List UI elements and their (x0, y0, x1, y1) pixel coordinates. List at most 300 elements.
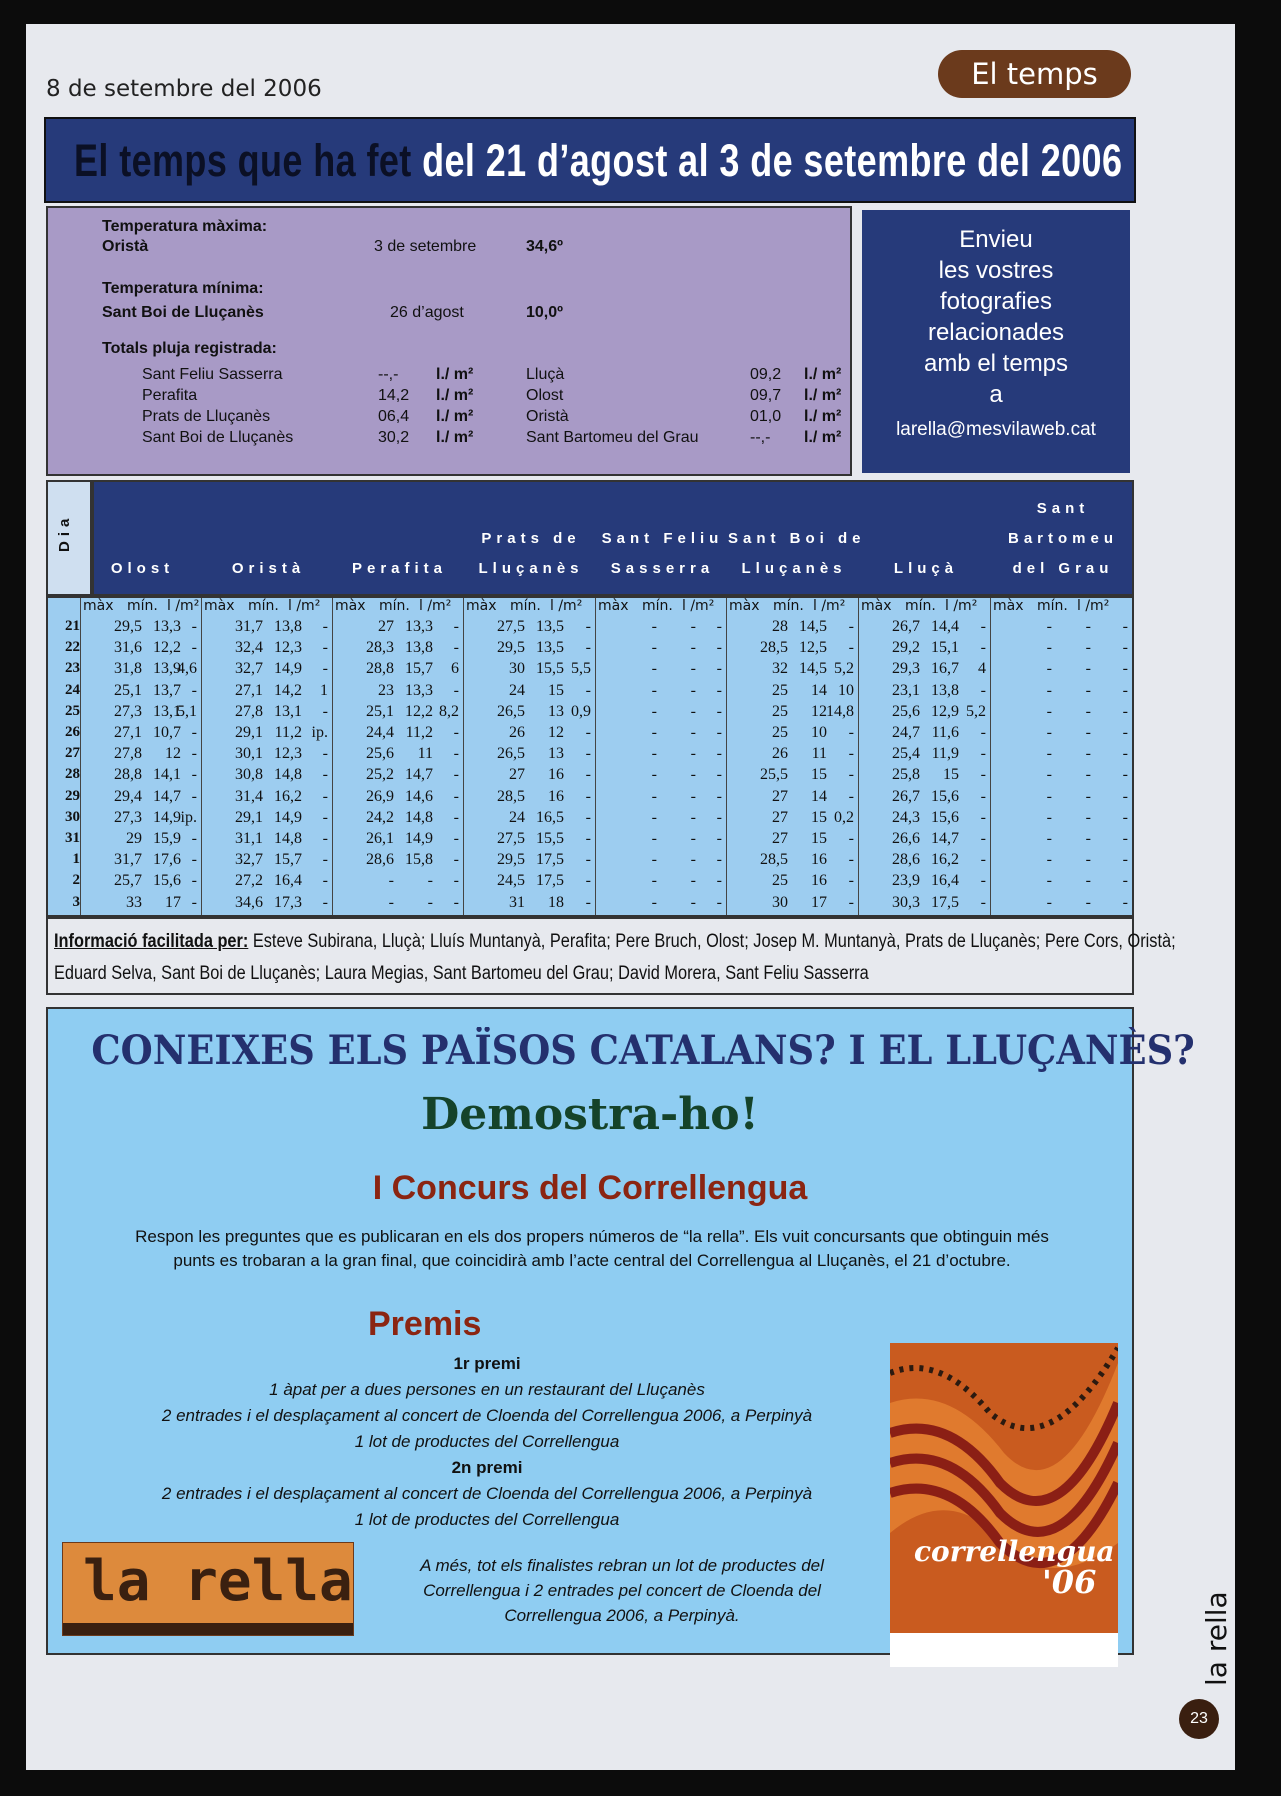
max-temp-cell: 24,2 (366, 808, 394, 826)
max-temp-cell: 28,5 (760, 851, 788, 869)
min-temp-cell: 16,2 (931, 851, 959, 869)
min-temp-cell: 15,8 (405, 851, 433, 869)
min-temp-cell: 14,5 (799, 660, 827, 678)
rain-place: Perafita (142, 387, 198, 404)
min-temp-cell: 13 (548, 745, 564, 763)
rain-cell: - (980, 724, 986, 741)
max-temp-cell: 27 (772, 808, 788, 826)
min-temp-cell: - (1085, 639, 1091, 657)
max-temp-cell: 23 (378, 681, 394, 699)
min-temp-date: 26 d’agost (390, 304, 464, 321)
max-temp-cell: 24 (509, 681, 525, 699)
rain-cell: - (322, 745, 328, 763)
station-name-line: Perafita (351, 560, 448, 577)
min-temp-cell: - (1085, 787, 1091, 805)
min-temp-cell: 12 (548, 724, 564, 741)
column-subheader: l /m² (945, 598, 978, 614)
rain-cell: - (980, 893, 986, 911)
column-subheader: l /m² (813, 598, 846, 614)
min-temp-cell: - (1085, 702, 1091, 720)
max-temp-cell: 26,7 (892, 787, 920, 805)
rain-cell: - (848, 724, 854, 741)
station-name-line: Sant Boi de (728, 530, 866, 547)
min-temp-cell: - (690, 681, 696, 699)
column-divider (595, 598, 596, 915)
first-prize-heading: 1r premi (453, 1354, 521, 1373)
max-temp-cell: 25 (772, 724, 788, 741)
poster-artwork (890, 1343, 1118, 1667)
column-subheader: mín. (248, 598, 279, 614)
banner-title (74, 135, 1122, 187)
station-name-line (203, 524, 334, 554)
min-temp-cell: 12,2 (405, 702, 433, 720)
rain-cell: - (322, 808, 328, 826)
column-subheader: màx (466, 598, 497, 614)
column-divider (990, 598, 991, 915)
rain-cell: - (585, 787, 591, 805)
max-temp-cell: 26,1 (366, 830, 394, 847)
rain-cell: - (191, 681, 197, 699)
max-temp-cell: 31,7 (114, 851, 142, 869)
rain-cell: ip. (311, 724, 328, 741)
rain-unit: l./ m² (804, 408, 842, 425)
day-number: 22 (65, 639, 80, 656)
column-subheader: mín. (773, 598, 804, 614)
max-temp-cell: 28,5 (760, 639, 788, 657)
max-temp-cell: 24,3 (892, 808, 920, 826)
max-temp-cell: 27 (509, 766, 525, 784)
max-temp-label: Temperatura màxima: (102, 218, 268, 235)
min-temp-cell: 13,8 (405, 639, 433, 657)
min-temp-cell: 11,9 (931, 745, 959, 763)
min-temp-cell: 15,5 (536, 830, 564, 847)
min-temp-cell: 11,2 (405, 724, 433, 741)
rain-cell: - (716, 808, 722, 826)
rain-cell: - (453, 639, 459, 657)
day-number: 31 (65, 830, 80, 846)
rain-unit: l./ m² (436, 408, 474, 425)
rain-cell: - (980, 851, 986, 869)
min-temp-cell: 14,1 (153, 766, 181, 784)
weather-table (46, 596, 1134, 917)
column-subheader: mín. (1037, 598, 1068, 614)
max-temp-cell: 30 (772, 893, 788, 911)
min-temp-cell: - (1085, 660, 1091, 678)
max-temp-cell: 32 (772, 660, 788, 678)
min-temp-cell: 17,5 (536, 851, 564, 869)
rain-cell: - (1122, 787, 1128, 805)
rain-cell: - (453, 618, 459, 635)
rain-cell: - (191, 745, 197, 763)
column-subheader: màx (861, 598, 892, 614)
credits-text-1: Esteve Subirana, Lluçà; Lluís Muntanyà, Perafita; Pere Bruch, Olost; Josep M. Muntanyà, Prats de Lluçanès; Pere Cors, Oristà; (252, 931, 1176, 952)
max-temp-cell: 32,4 (235, 639, 263, 657)
contest-panel (46, 1007, 1195, 1655)
max-temp-cell: 24,5 (497, 872, 525, 890)
rain-cell: - (191, 851, 197, 869)
rain-place: Sant Feliu Sasserra (142, 366, 283, 383)
max-temp-cell: - (651, 851, 657, 869)
column-divider (332, 598, 333, 915)
max-temp-cell: 26,6 (892, 830, 920, 847)
rain-cell: - (1122, 702, 1128, 720)
max-temp-cell: - (651, 639, 657, 657)
credits-line-1 (54, 931, 1176, 953)
min-temp-cell: 15,5 (536, 660, 564, 678)
poster-sponsor-bar (890, 1633, 1118, 1667)
max-temp-cell: 29,1 (235, 808, 263, 826)
rain-cell: - (585, 618, 591, 635)
min-temp-cell: - (1085, 681, 1091, 699)
rain-cell: 4,6 (177, 660, 197, 678)
min-temp-cell: - (690, 724, 696, 741)
min-temp-cell: 15,6 (153, 872, 181, 890)
rain-cell: - (848, 618, 854, 635)
max-temp-cell: 24 (509, 808, 525, 826)
day-number: 3 (72, 893, 80, 910)
max-temp-cell: 25,6 (892, 702, 920, 720)
rain-cell: 0,9 (571, 702, 591, 720)
min-temp-cell: - (690, 745, 696, 763)
max-temp-cell: 24,4 (366, 724, 394, 741)
rain-cell: - (322, 766, 328, 784)
min-temp-cell: 13 (548, 702, 564, 720)
station-name-line (334, 494, 465, 524)
column-divider (463, 598, 464, 915)
max-temp-cell: 25 (772, 702, 788, 720)
rain-cell: - (322, 787, 328, 805)
rain-cell: 1 (320, 681, 328, 699)
rain-cell: - (191, 639, 197, 657)
contact-email[interactable]: larella@mesvilaweb.cat (896, 419, 1096, 440)
min-temp-cell: 14,5 (799, 618, 827, 635)
rain-cell: - (453, 766, 459, 784)
rain-cell: 10 (838, 681, 854, 699)
rain-cell: - (191, 893, 197, 911)
station-name-line: Sant (1036, 500, 1090, 517)
min-temp-cell: 16,4 (931, 872, 959, 890)
station-name (334, 494, 465, 584)
rain-cell: - (716, 893, 722, 911)
max-temp-cell: - (1046, 660, 1052, 678)
min-temp-cell: - (1085, 830, 1091, 847)
column-subheader: l /m² (288, 598, 321, 614)
rain-unit: l./ m² (436, 366, 474, 383)
max-temp-cell: 29,1 (235, 724, 263, 741)
rain-cell: - (453, 724, 459, 741)
rain-cell: 0,2 (834, 808, 854, 826)
credits-label: Informació facilitada per: (54, 931, 249, 952)
min-temp-cell: - (1085, 893, 1091, 911)
min-temp-cell: - (690, 830, 696, 847)
send-line: fotografies (939, 288, 1053, 315)
rain-value: 14,2 (378, 387, 410, 404)
min-temp-cell: 10 (811, 724, 827, 741)
rain-cell: - (716, 724, 722, 741)
max-temp-cell: - (1046, 702, 1052, 720)
station-name-line: Prats de (481, 530, 581, 547)
max-temp-value: 34,6º (526, 238, 563, 255)
max-temp-cell: 28 (772, 618, 788, 635)
min-temp-cell: 13,9 (153, 660, 181, 678)
min-temp-cell: 10,7 (153, 724, 181, 741)
min-temp-cell: 15 (548, 681, 564, 699)
min-temp-cell: 13,8 (274, 618, 302, 635)
rain-cell: - (716, 681, 722, 699)
min-temp-cell: 14,9 (405, 830, 433, 847)
issue-date: 8 de setembre del 2006 (46, 76, 322, 102)
prize-item: 1 lot de productes del Correllengua (354, 1510, 620, 1529)
min-temp-cell: - (1085, 724, 1091, 741)
column-subheader: màx (83, 598, 114, 614)
day-number: 30 (65, 808, 80, 825)
max-temp-cell: 27 (378, 618, 394, 635)
min-temp-cell: 14,8 (405, 808, 433, 826)
day-number: 1 (72, 851, 80, 868)
rain-value: --,- (378, 366, 399, 383)
rain-cell: - (1122, 618, 1128, 635)
rain-cell: - (322, 618, 328, 635)
min-temp-cell: 14,6 (405, 787, 433, 805)
prizes-list (48, 1351, 926, 1533)
rain-place: Olost (526, 387, 564, 404)
rain-cell: - (585, 872, 591, 890)
day-number: 24 (65, 681, 80, 698)
correllengua-poster (890, 1343, 1118, 1667)
second-prize-heading: 2n premi (451, 1458, 523, 1477)
rain-cell: - (453, 787, 459, 805)
min-temp-cell: 16,2 (274, 787, 302, 805)
max-temp-cell: - (388, 893, 394, 911)
station-name-line (334, 524, 465, 554)
column-subheader: l /m² (550, 598, 583, 614)
logo-strip (63, 1623, 353, 1635)
poster-year: '06 (1042, 1563, 1097, 1601)
min-temp-cell: 16 (811, 851, 827, 869)
max-temp-cell: 25,1 (366, 702, 394, 720)
max-temp-cell: 33 (126, 893, 142, 911)
max-temp-cell: 32,7 (235, 660, 263, 678)
rain-cell: - (980, 872, 986, 890)
rain-cell: - (980, 830, 986, 847)
column-subheader: màx (335, 598, 366, 614)
rain-cell: - (585, 745, 591, 763)
send-line: les vostres (938, 257, 1054, 284)
day-number: 2 (72, 872, 80, 889)
credits-box (46, 917, 1176, 995)
prize-item: 2 entrades i el desplaçament al concert de Cloenda del Correllengua 2006, a Perpinyà (161, 1406, 813, 1425)
min-temp-cell: 14,7 (153, 787, 181, 805)
max-temp-cell: - (651, 724, 657, 741)
min-temp-cell: 13,5 (536, 618, 564, 635)
rain-cell: - (980, 787, 986, 805)
min-temp-cell: 15,1 (931, 639, 959, 657)
rain-cell: - (848, 851, 854, 869)
min-temp-cell: 12,3 (274, 639, 302, 657)
rain-cell: - (716, 787, 722, 805)
rain-cell: - (1122, 851, 1128, 869)
day-number: 26 (65, 724, 80, 740)
day-number: 21 (65, 618, 80, 634)
rain-cell: - (453, 851, 459, 869)
rain-cell: - (980, 766, 986, 784)
rain-cell: - (585, 724, 591, 741)
credits-text-2: Eduard Selva, Sant Boi de Lluçanès; Laura Megias, Sant Bartomeu del Grau; David Morera, Sant Feliu Sasserra (54, 963, 869, 984)
rain-cell: - (453, 745, 459, 763)
rain-cell: - (322, 830, 328, 847)
max-temp-cell: 27,1 (235, 681, 263, 699)
column-divider (80, 598, 81, 915)
min-temp-cell: - (690, 660, 696, 678)
finalists-note-line: A més, tot els finalistes rebran un lot de productes del (420, 1556, 824, 1575)
max-temp-cell: 29,5 (497, 639, 525, 657)
rain-cell: - (322, 872, 328, 890)
rain-cell: - (716, 660, 722, 678)
max-temp-cell: 31,1 (235, 830, 263, 847)
rain-cell: - (848, 745, 854, 763)
max-temp-cell: - (651, 702, 657, 720)
min-temp-place: Sant Boi de Lluçanès (102, 304, 264, 321)
station-name (82, 494, 203, 584)
min-temp-cell: 12,5 (799, 639, 827, 657)
max-temp-cell: 27,2 (235, 872, 263, 890)
max-temp-cell: - (1046, 681, 1052, 699)
rain-cell: 6 (451, 660, 459, 678)
max-temp-cell: 29,2 (892, 639, 920, 657)
min-temp-cell: 12,9 (931, 702, 959, 720)
min-temp-cell: - (690, 787, 696, 805)
day-number: 28 (65, 766, 80, 783)
max-temp-cell: - (1046, 639, 1052, 657)
send-line: amb el temps (923, 350, 1069, 377)
rain-cell: - (848, 766, 854, 784)
rain-cell: - (1122, 830, 1128, 847)
max-temp-cell: 27 (772, 830, 788, 847)
rain-cell: - (585, 681, 591, 699)
rain-cell: - (453, 830, 459, 847)
column-subheader: l /m² (682, 598, 715, 614)
rain-cell: - (716, 851, 722, 869)
rain-cell: - (980, 745, 986, 763)
station-name (597, 494, 728, 584)
rain-label: Totals pluja registrada: (102, 340, 277, 357)
min-temp-cell: - (690, 639, 696, 657)
rain-cell: - (716, 702, 722, 720)
max-temp-cell: 23,9 (892, 872, 920, 890)
finalists-note-line: Correllengua i 2 entrades pel concert de Cloenda del (423, 1581, 821, 1600)
min-temp-cell: 14,8 (274, 830, 302, 847)
max-temp-cell: - (388, 872, 394, 890)
min-temp-cell: 13,3 (153, 618, 181, 635)
min-temp-cell: 11,6 (931, 724, 959, 741)
max-temp-cell: 29 (126, 830, 142, 847)
send-line: a (989, 381, 1003, 408)
min-temp-cell: 16,4 (274, 872, 302, 890)
min-temp-cell: 14,7 (931, 830, 959, 847)
send-line: relacionades (927, 319, 1065, 346)
min-temp-cell: 15 (811, 808, 827, 826)
min-temp-cell: 13,1 (153, 702, 181, 720)
max-temp-cell: 31,8 (114, 660, 142, 678)
max-temp-cell: - (1046, 745, 1052, 763)
rain-cell: - (848, 872, 854, 890)
min-temp-cell: 15,9 (153, 830, 181, 847)
max-temp-cell: 27,5 (497, 618, 525, 635)
column-divider (858, 598, 859, 915)
min-temp-cell: 13,5 (536, 639, 564, 657)
rain-cell: - (191, 724, 197, 741)
min-temp-cell: 15,7 (405, 660, 433, 678)
rain-cell: - (980, 681, 986, 699)
page-number: 23 (1179, 1699, 1219, 1739)
column-subheader: l /m² (1077, 598, 1110, 614)
column-subheader: l /m² (419, 598, 452, 614)
column-subheader: mín. (510, 598, 541, 614)
station-name (992, 494, 1134, 584)
rain-place: Oristà (526, 408, 569, 425)
rain-cell: - (1122, 766, 1128, 784)
min-temp-cell: 12,3 (274, 745, 302, 763)
station-name-line: del Grau (1012, 560, 1114, 577)
finalists-note-line: Correllengua 2006, a Perpinyà. (504, 1606, 740, 1625)
rain-cell: - (585, 808, 591, 826)
rain-cell: - (191, 872, 197, 890)
min-temp-cell: 13,8 (931, 681, 959, 699)
max-temp-cell: 25,2 (366, 766, 394, 784)
max-temp-cell: 27,5 (497, 830, 525, 847)
min-temp-cell: 12 (165, 745, 181, 763)
station-name-line (203, 494, 334, 524)
station-name (860, 494, 992, 584)
rain-cell: - (1122, 681, 1128, 699)
rain-cell: - (980, 618, 986, 635)
section-label: El temps (938, 50, 1131, 98)
rain-cell: - (848, 830, 854, 847)
max-temp-cell: 27 (772, 787, 788, 805)
max-temp-cell: 25,5 (760, 766, 788, 784)
station-name-line: Oristà (231, 560, 306, 577)
max-temp-cell: 23,1 (892, 681, 920, 699)
min-temp-cell: 11 (811, 745, 827, 763)
prizes-heading: Premis (368, 1305, 482, 1343)
prize-item: 1 lot de productes del Correllengua (354, 1432, 620, 1451)
max-temp-cell: 25,8 (892, 766, 920, 784)
max-temp-cell: - (651, 766, 657, 784)
min-temp-cell: 16 (548, 787, 564, 805)
rain-value: --,- (750, 429, 771, 446)
max-temp-cell: 25,6 (366, 745, 394, 763)
min-temp-cell: 14,9 (153, 808, 181, 826)
poster-word: correllengua (914, 1535, 1115, 1568)
column-subheader: mín. (905, 598, 936, 614)
max-temp-cell: - (1046, 766, 1052, 784)
min-temp-cell: 14 (811, 681, 827, 699)
max-temp-cell: - (1046, 893, 1052, 911)
rain-value: 30,2 (378, 429, 410, 446)
rain-value: 06,4 (378, 408, 410, 425)
max-temp-cell: - (1046, 830, 1052, 847)
column-subheader: mín. (642, 598, 673, 614)
rain-cell: - (1122, 872, 1128, 890)
rain-place: Sant Boi de Lluçanès (142, 429, 294, 446)
min-temp-cell: - (690, 618, 696, 635)
max-temp-cell: 30,1 (235, 745, 263, 763)
max-temp-cell: 26,5 (497, 702, 525, 720)
column-subheader: màx (993, 598, 1024, 614)
la-rella-logo (62, 1542, 354, 1636)
rain-unit: l./ m² (804, 429, 842, 446)
column-subheader: mín. (127, 598, 158, 614)
